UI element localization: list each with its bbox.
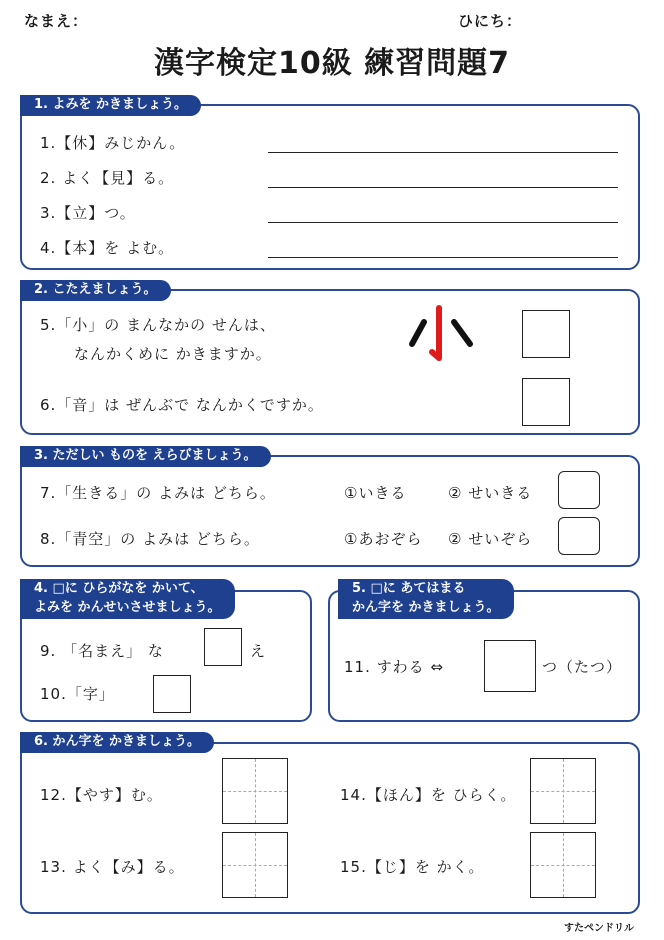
question-7: 7.「生きる」の よみは どちら。 [40, 484, 276, 502]
date-label: ひにち： [458, 12, 523, 30]
kanji-stroke-figure [402, 300, 478, 372]
section-6-label: 6. かん字を かきましょう。 [20, 732, 214, 753]
question-14: 14.【ほん】を ひらく。 [340, 786, 517, 804]
question-9-suffix: え [250, 642, 267, 660]
answer-box-7[interactable] [558, 471, 600, 509]
question-11-suffix: つ（たつ） [542, 658, 623, 676]
answer-line-4[interactable] [268, 257, 618, 258]
question-10: 10.「字」 [40, 685, 115, 703]
section-3-label: 3. ただしい ものを えらびましょう。 [20, 446, 271, 467]
writing-grid-box-12[interactable] [222, 758, 288, 824]
answer-box-9[interactable] [204, 628, 242, 666]
section-1-label: 1. よみを かきましょう。 [20, 95, 201, 116]
question-4: 4.【本】を よむ。 [40, 239, 175, 257]
name-label: なまえ： [24, 12, 89, 30]
question-3: 3.【立】つ。 [40, 204, 136, 222]
section-3 [20, 455, 640, 567]
question-7-option-1[interactable]: ①いきる [344, 484, 407, 502]
writing-grid-box-13[interactable] [222, 832, 288, 898]
question-15: 15.【じ】を かく。 [340, 858, 485, 876]
question-5-line-2: なんかくめに かきますか。 [74, 345, 272, 363]
question-2: 2. よく【見】る。 [40, 169, 175, 187]
page-title: 漢字検定10級 練習問題7 [153, 46, 511, 81]
question-5-line-1: 5.「小」の まんなかの せんは、 [40, 316, 276, 334]
answer-box-10[interactable] [153, 675, 191, 713]
question-7-option-2[interactable]: ② せいきる [448, 484, 533, 502]
answer-box-5[interactable] [522, 310, 570, 358]
section-2-label: 2. こたえましょう。 [20, 280, 171, 301]
writing-grid-box-14[interactable] [530, 758, 596, 824]
section-4-label: 4. □に ひらがなを かいて、 よみを かんせいさせましょう。 [20, 579, 235, 619]
question-12: 12.【やす】む。 [40, 786, 163, 804]
question-8-option-2[interactable]: ② せいぞら [448, 530, 533, 548]
question-13: 13. よく【み】る。 [40, 858, 185, 876]
question-8: 8.「青空」の よみは どちら。 [40, 530, 260, 548]
section-5-label: 5. □に あてはまる かん字を かきましょう。 [338, 579, 514, 619]
answer-line-3[interactable] [268, 222, 618, 223]
question-6: 6.「音」は ぜんぶで なんかくですか。 [40, 396, 324, 414]
answer-box-11[interactable] [484, 640, 536, 692]
question-8-option-1[interactable]: ①あおぞら [344, 530, 423, 548]
question-11: 11. すわる ⇔ [344, 658, 444, 676]
question-1: 1.【休】みじかん。 [40, 134, 186, 152]
answer-box-8[interactable] [558, 517, 600, 555]
answer-line-2[interactable] [268, 187, 618, 188]
answer-line-1[interactable] [268, 152, 618, 153]
footer-brand: すたペンドリル [564, 923, 634, 934]
answer-box-6[interactable] [522, 378, 570, 426]
writing-grid-box-15[interactable] [530, 832, 596, 898]
question-9: 9. 「名まえ」 な [40, 642, 164, 660]
